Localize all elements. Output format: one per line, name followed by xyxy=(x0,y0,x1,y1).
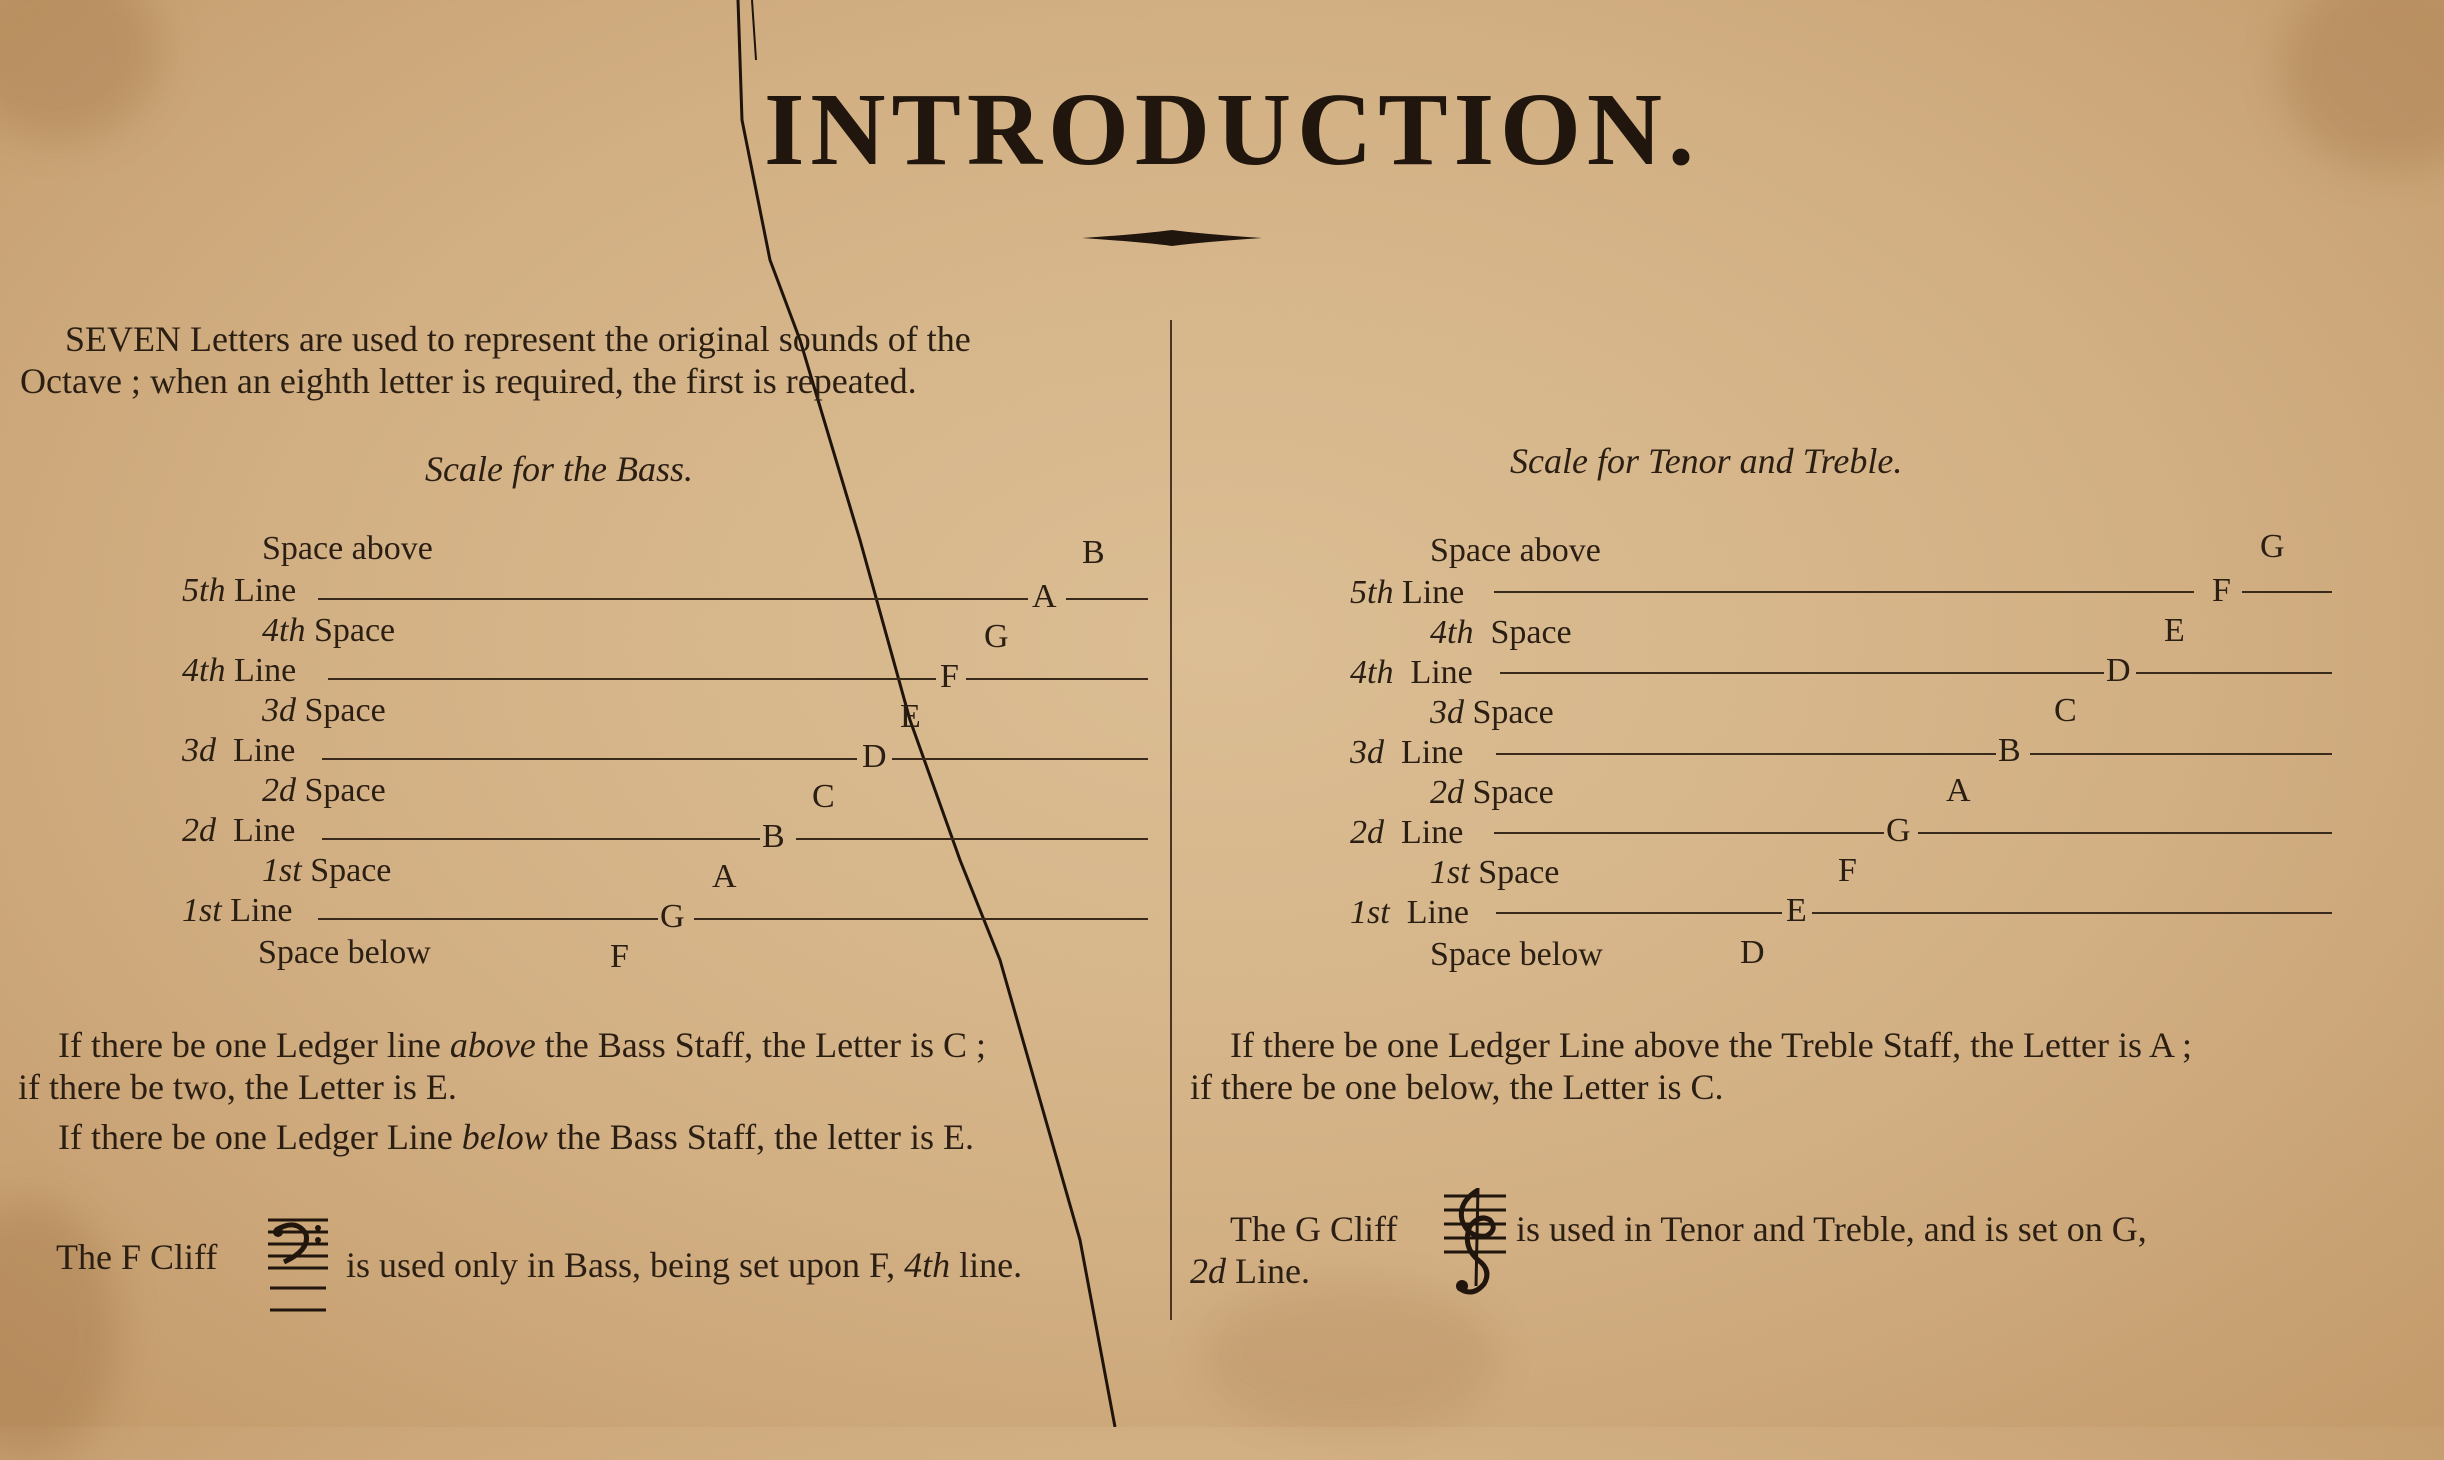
bass-note: A xyxy=(1032,578,1057,615)
row-label: Space xyxy=(305,612,396,649)
treble-staff-line-2-tail xyxy=(1918,832,2332,834)
bass-staff-line-1-tail xyxy=(694,918,1148,920)
treble-note: B xyxy=(1998,732,2021,769)
row-label: Space xyxy=(1469,854,1560,891)
bass-row xyxy=(262,612,395,650)
bass-row xyxy=(262,852,391,890)
ledger-text-line-2: if there be one below, the Letter is C. xyxy=(1190,1067,1724,1107)
bass-scale-caption: Scale for the Bass. xyxy=(425,449,693,489)
row-ordinal: 2d xyxy=(1430,774,1464,811)
bass-staff-line-5 xyxy=(318,598,1028,600)
row-ordinal: 5th xyxy=(182,572,226,609)
bass-staff-line-5-tail xyxy=(1066,598,1148,600)
row-label: Line xyxy=(1393,574,1465,611)
row-label: Space xyxy=(1464,774,1554,811)
ledger-text: If there be one Ledger line xyxy=(58,1025,450,1065)
treble-note: D xyxy=(1740,934,1765,971)
bass-row xyxy=(262,530,433,568)
bass-ledger-above xyxy=(18,1024,1168,1108)
row-ordinal: 3d xyxy=(182,732,216,769)
row-ordinal: 4th xyxy=(262,612,306,649)
bass-note: B xyxy=(1082,534,1105,571)
bass-note: G xyxy=(984,618,1009,655)
bass-note: B xyxy=(762,818,785,855)
row-ordinal: 1st xyxy=(182,892,222,929)
treble-note: F xyxy=(2212,572,2231,609)
row-ordinal: 5th xyxy=(1350,574,1394,611)
clef-text: is used only in Bass, being set upon F, xyxy=(346,1245,905,1285)
bass-staff-line-2-tail xyxy=(796,838,1148,840)
row-ordinal: 3d xyxy=(1350,734,1384,771)
bass-row xyxy=(182,572,296,610)
row-label: Line xyxy=(1389,894,1469,931)
ledger-emphasis: above xyxy=(449,1025,536,1065)
clef-ordinal: 2d xyxy=(1190,1251,1226,1291)
row-label: Line xyxy=(1384,814,1464,851)
row-label: Space xyxy=(1464,694,1554,731)
bass-row xyxy=(262,772,386,810)
treble-row xyxy=(1430,854,1559,892)
row-label: Line xyxy=(1384,734,1464,771)
row-label: Line xyxy=(1393,654,1473,691)
treble-note: E xyxy=(1786,892,1807,929)
row-ordinal: 2d xyxy=(262,772,296,809)
treble-staff-line-3-tail xyxy=(2030,753,2332,755)
ledger-text-line-2: if there be two, the Letter is E. xyxy=(18,1067,457,1107)
treble-note: G xyxy=(2260,528,2285,565)
row-label: Space below xyxy=(258,934,431,971)
treble-note: A xyxy=(1946,772,1971,809)
row-ordinal: 1st xyxy=(262,852,302,889)
treble-staff-line-2 xyxy=(1494,832,1884,834)
row-label: Space xyxy=(296,692,386,729)
bass-note: D xyxy=(862,738,887,775)
row-label: Line xyxy=(216,732,296,769)
bass-note: G xyxy=(660,898,685,935)
intro-paragraph xyxy=(20,318,1160,402)
treble-row xyxy=(1350,894,1469,932)
row-label: Space below xyxy=(1430,936,1603,973)
treble-staff-line-1-tail xyxy=(1812,912,2332,914)
row-ordinal: 2d xyxy=(182,812,216,849)
bass-note: C xyxy=(812,778,835,815)
row-label: Space xyxy=(1473,614,1572,651)
bass-note: A xyxy=(712,858,737,895)
row-ordinal: 3d xyxy=(262,692,296,729)
row-label: Line xyxy=(225,572,297,609)
clef-text: The G Cliff xyxy=(1230,1209,1398,1249)
bass-row xyxy=(182,812,295,850)
treble-row xyxy=(1350,814,1463,852)
g-clef-text xyxy=(1516,1208,2416,1250)
treble-ledger xyxy=(1190,1024,2420,1108)
g-clef-label xyxy=(1230,1208,1450,1250)
clef-text: line. xyxy=(950,1245,1023,1285)
treble-staff-line-5 xyxy=(1494,591,2194,593)
bass-note: F xyxy=(610,938,629,975)
bass-staff-line-4-tail xyxy=(966,678,1148,680)
treble-row xyxy=(1430,614,1572,652)
clef-text: Line. xyxy=(1226,1251,1310,1291)
clef-text: is used in Tenor and Treble, and is set on G, xyxy=(1516,1209,2147,1249)
treble-row xyxy=(1350,574,1464,612)
f-clef-icon xyxy=(266,1212,330,1317)
treble-note: D xyxy=(2106,652,2131,689)
row-label: Space xyxy=(296,772,386,809)
treble-note: F xyxy=(1838,852,1857,889)
treble-row xyxy=(1430,694,1554,732)
treble-staff-line-5-tail xyxy=(2242,591,2332,593)
row-label: Line xyxy=(221,892,293,929)
ledger-emphasis: below xyxy=(461,1117,548,1157)
intro-line-2: Octave ; when an eighth letter is required, the first is repeated. xyxy=(20,361,917,401)
treble-staff-line-4 xyxy=(1500,672,2104,674)
row-ordinal: 2d xyxy=(1350,814,1384,851)
bass-row xyxy=(182,892,293,930)
ledger-text: the Bass Staff, the letter is E. xyxy=(547,1117,975,1157)
row-label: Space above xyxy=(262,530,433,567)
bass-staff-line-4 xyxy=(328,678,936,680)
row-ordinal: 3d xyxy=(1430,694,1464,731)
bass-row xyxy=(182,652,296,690)
treble-note: C xyxy=(2054,692,2077,729)
bass-row xyxy=(262,692,386,730)
ledger-text: the Bass Staff, the Letter is C ; xyxy=(535,1025,987,1065)
bass-ledger-below xyxy=(58,1116,1158,1158)
treble-note: G xyxy=(1886,812,1911,849)
page-title: INTRODUCTION. xyxy=(763,72,1701,187)
treble-staff-line-1 xyxy=(1496,912,1782,914)
treble-row xyxy=(1350,734,1463,772)
intro-line-1: SEVEN Letters are used to represent the original sounds of the xyxy=(65,319,971,359)
treble-staff-line-3 xyxy=(1496,753,1996,755)
clef-text: The F Cliff xyxy=(56,1237,218,1277)
bass-staff-line-2 xyxy=(322,838,760,840)
ledger-text: If there be one Ledger Line xyxy=(58,1117,462,1157)
row-label: Line xyxy=(216,812,296,849)
bass-staff-line-1 xyxy=(318,918,658,920)
row-ordinal: 4th xyxy=(1350,654,1394,691)
treble-row xyxy=(1430,936,1603,974)
g-clef-text-line-2 xyxy=(1190,1250,1490,1292)
row-ordinal: 1st xyxy=(1350,894,1390,931)
treble-row xyxy=(1430,532,1601,570)
row-ordinal: 4th xyxy=(182,652,226,689)
bass-staff-line-3-tail xyxy=(892,758,1148,760)
bass-row xyxy=(182,732,295,770)
f-clef-text xyxy=(346,1244,1166,1286)
treble-scale-caption: Scale for Tenor and Treble. xyxy=(1510,441,1903,481)
ledger-text: If there be one Ledger Line above the Treble Staff, the Letter is A ; xyxy=(1230,1025,2193,1065)
bass-note: E xyxy=(900,698,921,735)
bass-row xyxy=(258,934,431,972)
row-ordinal: 1st xyxy=(1430,854,1470,891)
treble-staff-line-4-tail xyxy=(2136,672,2332,674)
treble-row xyxy=(1350,654,1473,692)
treble-note: E xyxy=(2164,612,2185,649)
clef-ordinal: 4th xyxy=(904,1245,951,1285)
bass-staff-line-3 xyxy=(322,758,857,760)
row-label: Line xyxy=(225,652,297,689)
bass-note: F xyxy=(940,658,959,695)
row-ordinal: 4th xyxy=(1430,614,1474,651)
row-label: Space above xyxy=(1430,532,1601,569)
row-label: Space xyxy=(301,852,392,889)
treble-row xyxy=(1430,774,1554,812)
